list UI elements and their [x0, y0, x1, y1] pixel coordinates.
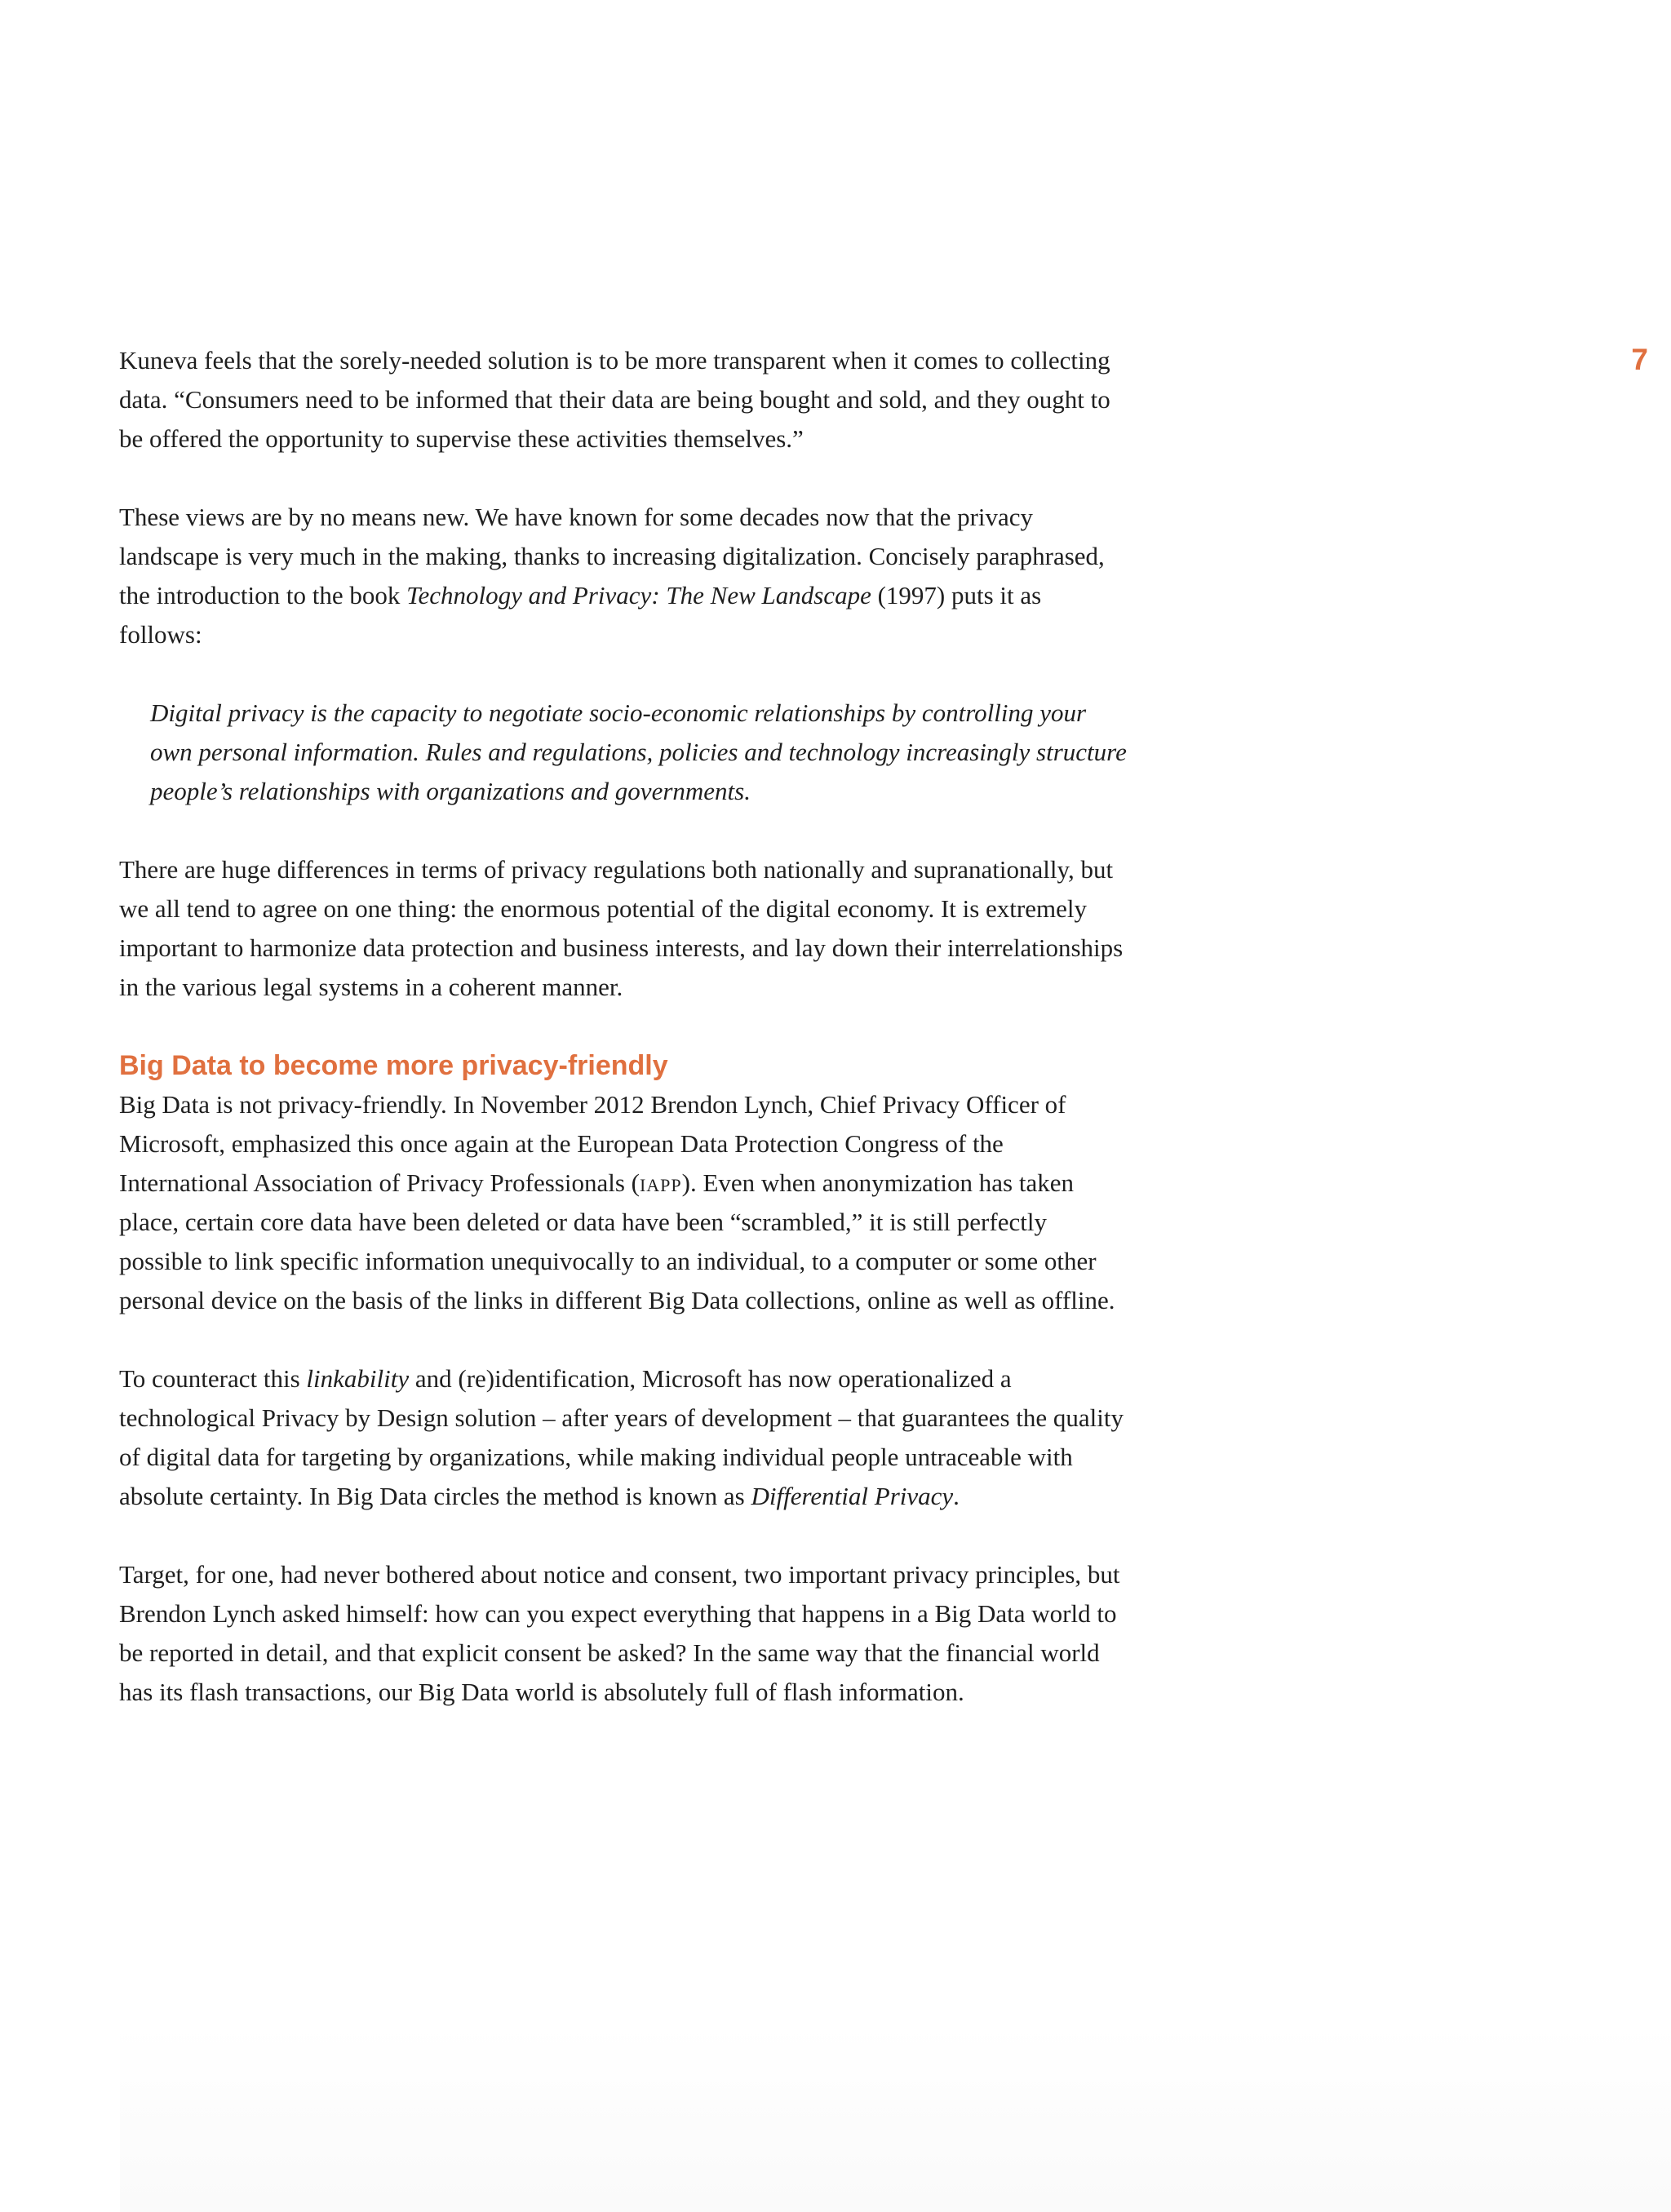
page-number: 7	[1631, 343, 1648, 376]
main-text-column	[119, 341, 1127, 1751]
paragraph-big-data-text-end: ). Even when anonymization has taken place, certain core data have been deleted or data have been “scrambled,” it is still perfectly possible to link specific information unequivocally to an individual, to a computer or some other personal device on the basis of the links in different Big Data collections, online as well as offline.	[119, 1168, 1115, 1314]
paragraph-target: Target, for one, had never bothered about notice and consent, two important privacy principles, but Brendon Lynch asked himself: how can you expect everything that happens in a Big Data world to be reported in detail, and that explicit consent be asked? In the same way that the financial world has its flash transactions, our Big Data world is absolutely full of flash information.	[119, 1560, 1120, 1706]
iapp-abbreviation: iapp	[639, 1168, 682, 1197]
page-bottom-shade	[120, 2024, 1671, 2212]
term-differential-privacy: Differential Privacy	[751, 1482, 954, 1510]
paragraph-counteract-text-end: .	[953, 1482, 960, 1510]
section-heading: Big Data to become more privacy-friendly	[119, 1050, 668, 1081]
paragraph-counteract-text-middle: and (re)identification, Microsoft has now operationalized a technological Privacy by Design solution – after years of development – that guarantees the quality of digital data for targeting by organizations, while making individual people untraceable with absolute certainty. In Big Data circles the method is known as	[119, 1364, 1124, 1510]
term-linkability: linkability	[306, 1364, 410, 1393]
paragraph-differences: There are huge differences in terms of privacy regulations both nationally and supranationally, but we all tend to agree on one thing: the enormous potential of the digital economy. It is extremely important to harmonize data protection and business interests, and lay down their interrelationships in the various legal systems in a coherent manner.	[119, 855, 1124, 1001]
paragraph-views-text-start: These views are by no means new. We have known for some decades now that the privacy landscape is very much in the making, thanks to increasing digitalization. Concisely paraphrased, the introduction to the book	[119, 503, 1105, 610]
paragraph-counteract-text-start: To counteract this	[119, 1364, 307, 1393]
paragraph-views	[119, 498, 1127, 654]
book-title: Technology and Privacy: The New Landscape	[406, 581, 871, 610]
block-quote: Digital privacy is the capacity to negotiate socio-economic relationships by controlling your own personal information. Rules and regulations, policies and technology increasingly structure people’s relationships with organizations and governments.	[150, 698, 1127, 805]
paragraph-big-data	[119, 1085, 1127, 1320]
paragraph-views-text-end: (1997) puts it as follows:	[119, 581, 1042, 649]
paragraph-big-data-text-start: Big Data is not privacy-friendly. In November 2012 Brendon Lynch, Chief Privacy Officer of Microsoft, emphasized this once again at the European Data Protection Congress of the International Association of Privacy Professionals (	[119, 1090, 1066, 1197]
paragraph-kuneva: Kuneva feels that the sorely-needed solution is to be more transparent when it comes to collecting data. “Consumers need to be informed that their data are being bought and sold, and they ought to be offered the opportunity to supervise these activities themselves.”	[119, 346, 1110, 453]
paragraph-counteract	[119, 1359, 1127, 1516]
